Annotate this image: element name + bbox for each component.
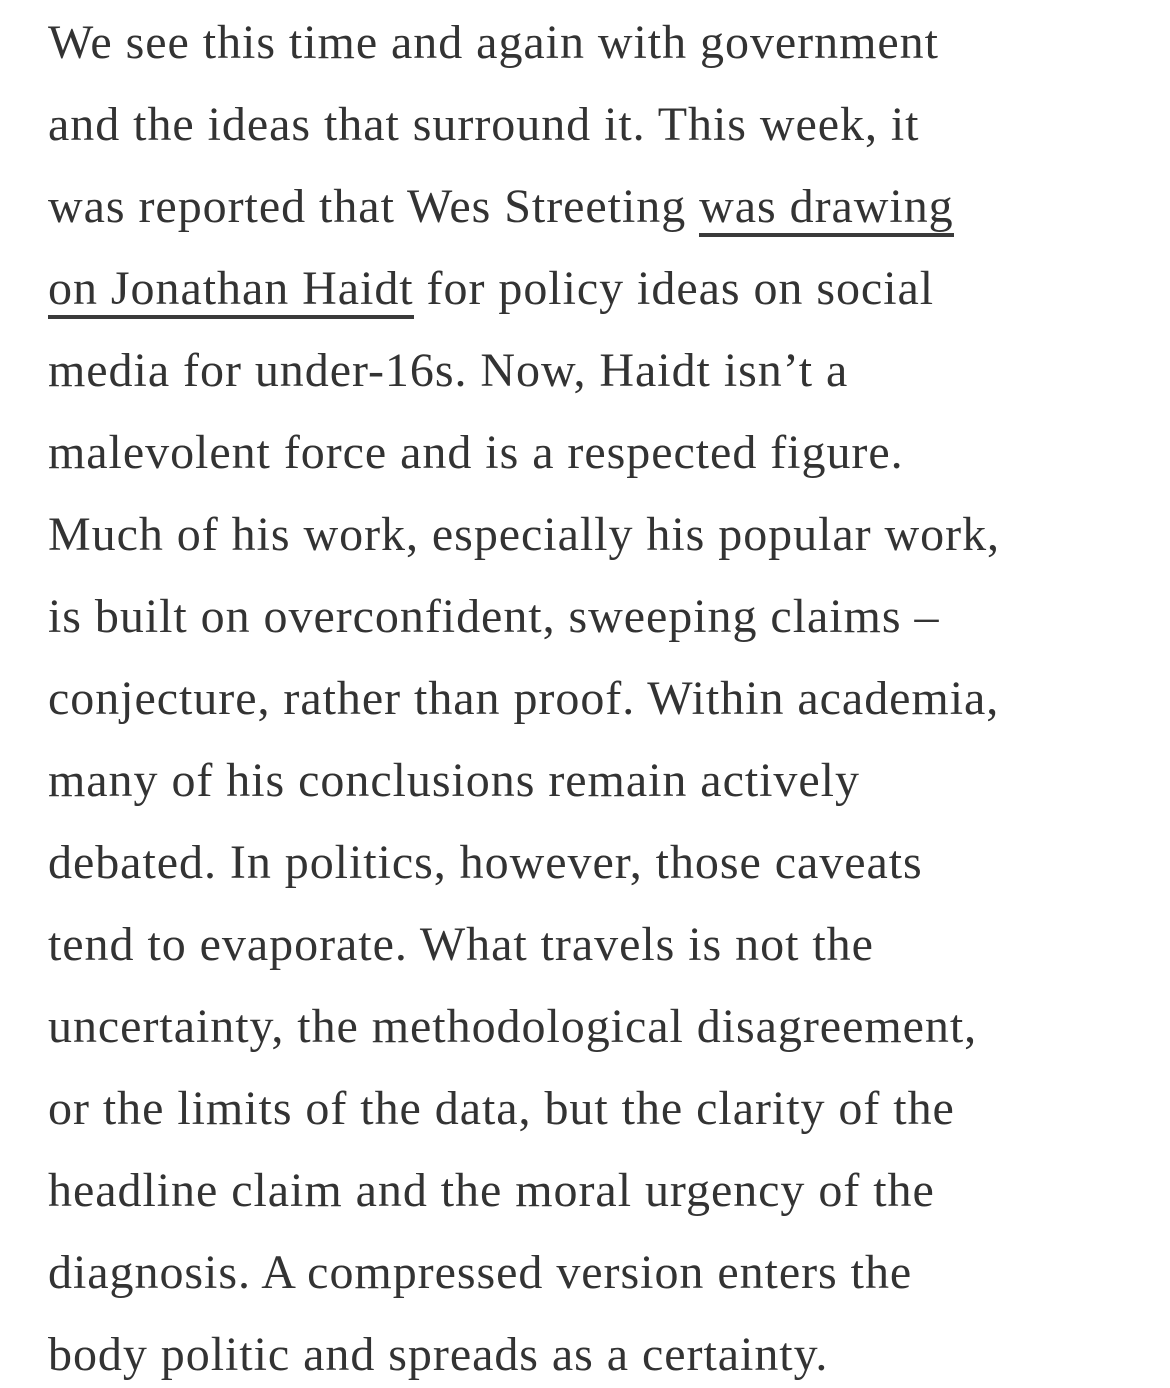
text-segment: diagnosis. A compressed version enters the xyxy=(48,1246,913,1299)
text-segment: tend to evaporate. What travels is not the xyxy=(48,918,874,971)
text-line xyxy=(48,330,1134,412)
text-segment: Much of his work, especially his popular work, xyxy=(48,508,1000,561)
text-segment: was reported that Wes Streeting xyxy=(48,180,700,233)
text-segment: We see this time and again with government xyxy=(48,16,939,69)
text-line xyxy=(48,1150,1134,1232)
text-line xyxy=(48,1068,1134,1150)
text-segment: media for under-16s. Now, Haidt isn’t a xyxy=(48,344,849,397)
article-link-was-drawing-on-jonathan-haidt[interactable]: on Jonathan Haidt xyxy=(48,262,414,319)
text-line xyxy=(48,412,1134,494)
text-segment: debated. In politics, however, those caveats xyxy=(48,836,923,889)
text-line xyxy=(48,494,1134,576)
text-segment: malevolent force and is a respected figure. xyxy=(48,426,904,479)
text-segment: body politic and spreads as a certainty. xyxy=(48,1328,829,1381)
text-line xyxy=(48,1232,1134,1314)
text-line xyxy=(48,576,1134,658)
text-line xyxy=(48,248,1134,330)
text-segment: and the ideas that surround it. This week, it xyxy=(48,98,920,151)
text-line xyxy=(48,166,1134,248)
text-line xyxy=(48,986,1134,1068)
text-segment: uncertainty, the methodological disagreement, xyxy=(48,1000,978,1053)
text-line xyxy=(48,2,1134,84)
text-line xyxy=(48,84,1134,166)
text-segment: conjecture, rather than proof. Within academia, xyxy=(48,672,1000,725)
text-segment: for policy ideas on social xyxy=(413,262,935,315)
paragraph xyxy=(48,2,1134,1388)
text-line xyxy=(48,904,1134,986)
text-segment: headline claim and the moral urgency of the xyxy=(48,1164,935,1217)
article-link-was-drawing-on-jonathan-haidt[interactable]: was drawing xyxy=(699,180,954,237)
text-segment: or the limits of the data, but the clarity of the xyxy=(48,1082,955,1135)
text-segment: is built on overconfident, sweeping claims – xyxy=(48,590,940,643)
text-line xyxy=(48,822,1134,904)
text-segment: many of his conclusions remain actively xyxy=(48,754,860,807)
text-line xyxy=(48,740,1134,822)
text-line xyxy=(48,658,1134,740)
text-line xyxy=(48,1314,1134,1388)
